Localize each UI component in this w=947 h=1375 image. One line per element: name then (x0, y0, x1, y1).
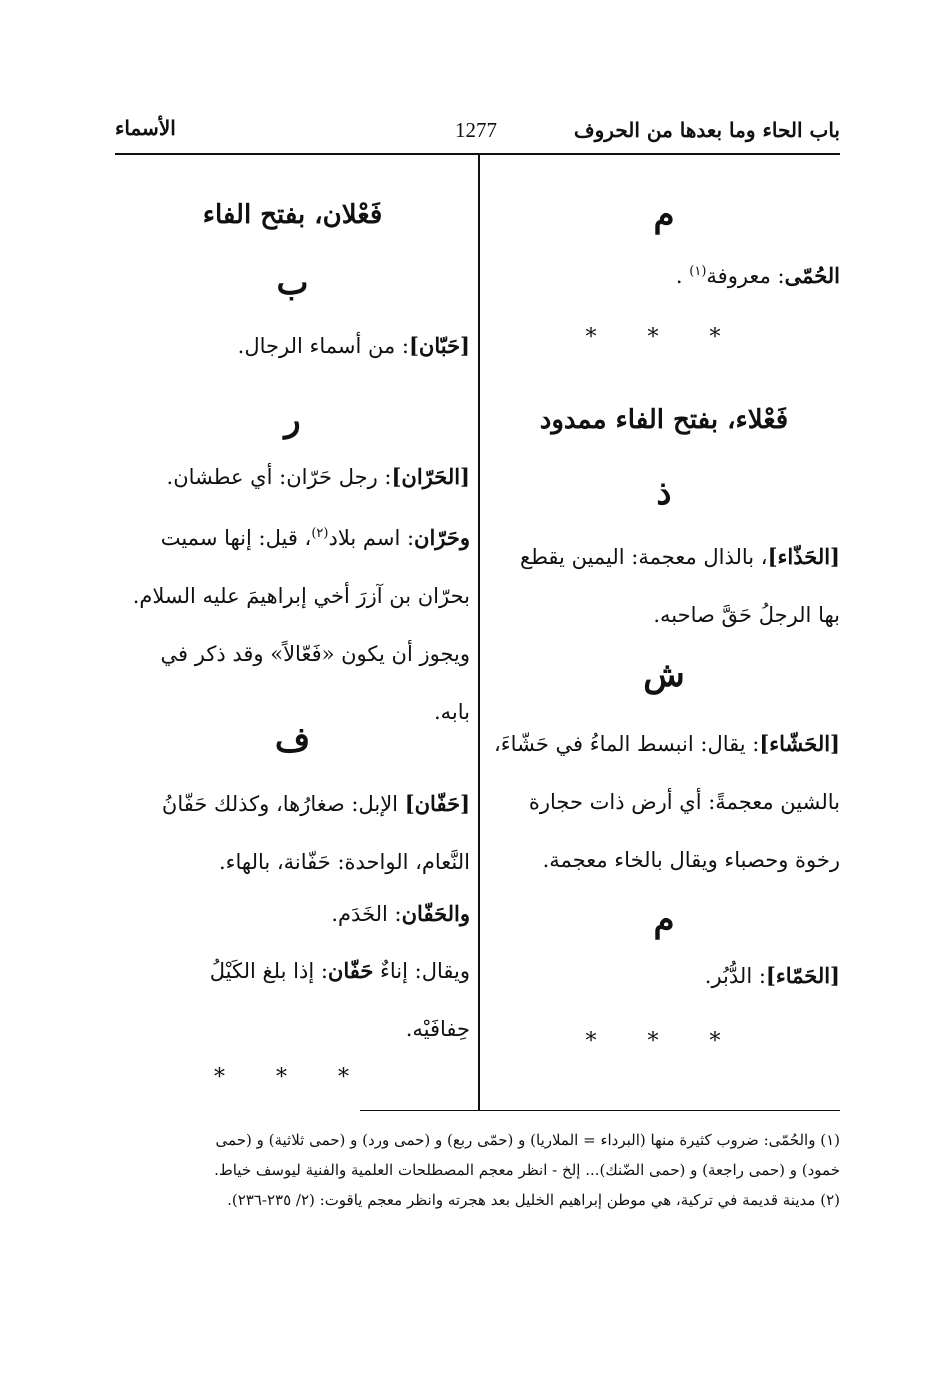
entry-term: [الحَمّاء] (765, 963, 840, 988)
entry-text: : الدُّبُر. (704, 964, 766, 988)
entry-line: بها الرجلُ حَقَّ صاحبه. (653, 603, 840, 627)
entry-line: ويجوز أن يكون «فَعّالاً» وقد ذكر في (160, 642, 470, 666)
section-title: الأسماء (115, 116, 176, 140)
chapter-title: باب الحاء وما بعدها من الحروف (573, 118, 840, 142)
entry-haffan (115, 775, 470, 891)
page-header (115, 112, 840, 152)
entry-humma (488, 243, 840, 305)
section-separator-stars: * * * (214, 1065, 371, 1090)
column-divider (478, 155, 480, 1110)
left-column (115, 155, 470, 1110)
entry-line: بحرّان بن آزرَ أخي إبراهيمَ عليه السلام. (132, 584, 470, 608)
footnote-1-line-1: (١) والحُمّى: ضروب كثيرة منها (البرداء = الملاريا) و (حمّى ربع) و (حمى ورد) و (حمى ثلاثية) و (حمى (215, 1131, 840, 1149)
entry-text: : من أسماء الرجال. (237, 334, 409, 358)
entry-haffan-servants (115, 885, 470, 943)
entry-term: [الحَذّاء] (767, 544, 840, 569)
section-heading: فَعْلان، بفتح الفاء (202, 200, 383, 230)
entry-term: وحَرّان (414, 525, 470, 550)
entry-line: : يقال: انبسط الماءُ في حَشّاءَ، (494, 732, 760, 756)
entry-line: الإبل: صغارُها، وكذلك حَفّانُ (161, 792, 405, 816)
entry-text: : رجل حَرّان: أي عطشان. (166, 465, 392, 489)
entry-term: حَفّان (327, 958, 374, 983)
section-separator-stars: * * * (585, 325, 743, 350)
letter-heading-mim-2: م (653, 900, 675, 940)
entry-term: [حَفّان] (404, 791, 470, 816)
footnote-2: (٢) مدينة قديمة في تركية، هي موطن إبراهيم الخليل بعد هجرته وانظر معجم ياقوت: (٢/ ٢٣٥-٢٣٦). (227, 1191, 840, 1209)
section-heading: فَعْلاء، بفتح الفاء ممدود (539, 405, 789, 435)
entry-text: : إذا بلغ الكَيْلُ (209, 959, 328, 983)
letter-heading-mim: م (653, 195, 675, 235)
footnote-ref: (٢) (311, 526, 329, 541)
entry-term: [الحَرّان] (391, 464, 470, 489)
entry-hamma (488, 947, 840, 1005)
entry-term: [حَبّان] (408, 333, 470, 358)
entry-haffan-vessel (115, 942, 470, 1058)
entry-line: ، بالذال معجمة: اليمين يقطع (520, 545, 768, 569)
entry-text: ويقال: إناءٌ (373, 959, 470, 983)
entry-term: [الحَشّاء] (759, 731, 840, 756)
entry-harran-city (115, 505, 470, 741)
footnote-ref: (١) (689, 264, 707, 279)
entry-line: حِفافَيْه. (405, 1017, 470, 1041)
entry-text: : معروفة (706, 264, 785, 288)
footnotes (115, 1125, 840, 1215)
entry-habban (115, 317, 470, 375)
section-separator-stars: * * * (585, 1029, 743, 1054)
footnote-rule (360, 1110, 840, 1111)
entry-term: والحَفّان (401, 901, 470, 926)
entry-hashsha (488, 715, 840, 889)
entry-line: بابه. (433, 700, 470, 724)
footnote-1-line-2: خمود) و (حمى راجعة) و (حمى الضّنك)... إلخ - انظر معجم المصطلحات العلمية والفنية ليوسف خياط. (214, 1161, 840, 1179)
letter-heading-fa: ف (274, 720, 311, 760)
entry-line: النَّعام، الواحدة: حَفّانة، بالهاء. (218, 850, 470, 874)
letter-heading-dhal: ذ (656, 473, 672, 513)
entry-line: رخوة وحصباء ويقال بالخاء معجمة. (542, 848, 840, 872)
entry-term: الحُمّى (784, 263, 840, 288)
entry-text: : اسم بلاد (328, 526, 415, 550)
page-number: 1277 (455, 118, 497, 142)
entry-text: : الخَدَم. (331, 902, 402, 926)
letter-heading-ba: ب (276, 263, 309, 303)
entry-line: بالشين معجمةً: أي أرض ذات حجارة (528, 790, 840, 814)
entry-text: ، قيل: إنها سميت (160, 526, 312, 550)
entry-harran (115, 448, 470, 506)
letter-heading-ra: ر (284, 400, 301, 440)
letter-heading-shin: ش (643, 655, 685, 695)
entry-hadhdha (488, 528, 840, 644)
right-column (488, 155, 840, 1110)
entry-end: . (675, 264, 683, 288)
